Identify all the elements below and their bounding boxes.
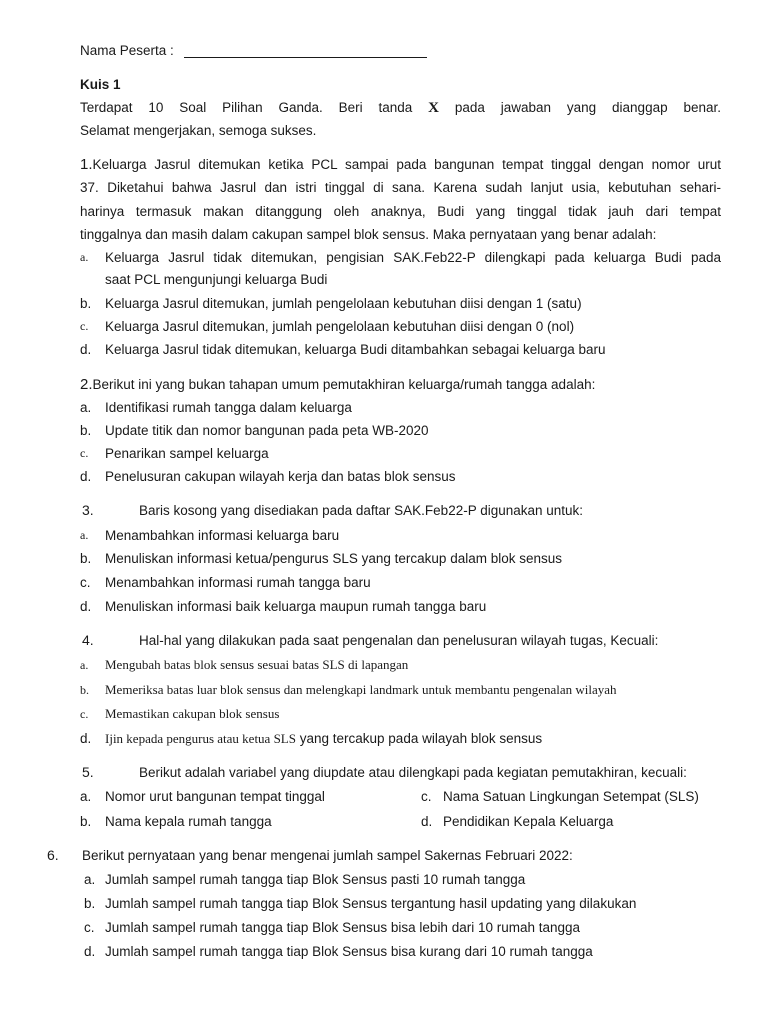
q5-number: 5. [82, 764, 94, 780]
q4-option-b[interactable]: Memeriksa batas luar blok sensus dan melengkapi landmark untuk membantu pengenalan wilayah [105, 682, 617, 697]
q6-option-b[interactable]: Jumlah sampel rumah tangga tiap Blok Sensus tergantung hasil updating yang dilakukan [105, 896, 637, 911]
q6-option-c-letter[interactable]: c. [84, 920, 95, 935]
q4-option-d[interactable] [105, 732, 542, 746]
intro-text-a: Terdapat 10 Soal Pilihan Ganda. Beri tanda [80, 100, 413, 115]
q2-number: 2. [80, 376, 93, 393]
q3-option-a[interactable]: Menambahkan informasi keluarga baru [105, 528, 340, 543]
q6-option-c[interactable]: Jumlah sampel rumah tangga tiap Blok Sensus bisa lebih dari 10 rumah tangga [105, 920, 581, 935]
q2-option-d[interactable]: Penelusuran cakupan wilayah kerja dan batas blok sensus [105, 469, 456, 484]
q5-option-d-letter[interactable]: d. [421, 814, 433, 829]
q6-option-a-letter[interactable]: a. [84, 872, 96, 887]
q5-text: Berikut adalah variabel yang diupdate atau dilengkapi pada kegiatan pemutakhiran, kecuali: [139, 765, 687, 780]
q1-line-3: harinya termasuk makan ditanggung oleh anaknya, Budi yang tinggal tidak jauh dari tempat [80, 204, 721, 219]
q2-option-b-letter[interactable]: b. [80, 423, 92, 438]
q4-option-d-text-a: Ijin kepada pengurus atau ketua SLS [105, 731, 296, 746]
q1-option-a-letter[interactable]: a. [80, 250, 89, 264]
q1-option-d-letter[interactable]: d. [80, 342, 92, 357]
q3-option-b[interactable]: Menuliskan informasi ketua/pengurus SLS yang tercakup dalam blok sensus [105, 551, 563, 566]
q5-option-a-letter[interactable]: a. [80, 789, 92, 804]
intro-x-mark: X [428, 100, 440, 116]
q1-line-1 [80, 157, 721, 172]
q4-option-b-letter[interactable]: b. [80, 683, 89, 697]
q5-option-b-letter[interactable]: b. [80, 814, 92, 829]
q5-option-d[interactable]: Pendidikan Kepala Keluarga [443, 814, 614, 829]
q2-option-c-letter[interactable]: c. [80, 446, 89, 460]
q6-option-b-letter[interactable]: b. [84, 896, 96, 911]
q4-option-d-letter[interactable]: d. [80, 731, 92, 746]
q2-option-d-letter[interactable]: d. [80, 469, 92, 484]
q2-option-a-letter[interactable]: a. [80, 400, 92, 415]
q6-option-d[interactable]: Jumlah sampel rumah tangga tiap Blok Sensus bisa kurang dari 10 rumah tangga [105, 944, 593, 959]
q4-option-d-text-b: yang tercakup pada wilayah blok sensus [299, 731, 543, 746]
q3-option-c-letter[interactable]: c. [80, 575, 91, 590]
q1-line-1-text: Keluarga Jasrul ditemukan ketika PCL sampai pada bangunan tempat tinggal dengan nomor urut [92, 157, 721, 172]
quiz-title: Kuis 1 [80, 77, 121, 92]
q4-option-c-letter[interactable]: c. [80, 707, 89, 721]
q2-text: Berikut ini yang bukan tahapan umum pemutakhiran keluarga/rumah tangga adalah: [92, 377, 596, 392]
q1-option-c-letter[interactable]: c. [80, 319, 89, 333]
q4-number: 4. [82, 632, 94, 648]
intro-text-b: pada jawaban yang dianggap benar. [454, 100, 721, 115]
q3-option-b-letter[interactable]: b. [80, 551, 92, 566]
q6-number: 6. [47, 847, 59, 863]
q6-option-a[interactable]: Jumlah sampel rumah tangga tiap Blok Sensus pasti 10 rumah tangga [105, 872, 526, 887]
q3-text: Baris kosong yang disediakan pada daftar SAK.Feb22-P digunakan untuk: [139, 503, 584, 518]
q5-option-c[interactable]: Nama Satuan Lingkungan Setempat (SLS) [443, 789, 699, 804]
q2-question [80, 377, 595, 392]
q3-option-d[interactable]: Menuliskan informasi baik keluarga maupun rumah tangga baru [105, 599, 487, 614]
quiz-intro-line-2: Selamat mengerjakan, semoga sukses. [80, 123, 317, 138]
q5-option-b[interactable]: Nama kepala rumah tangga [105, 814, 272, 829]
quiz-intro-line-1 [80, 101, 721, 116]
q3-option-d-letter[interactable]: d. [80, 599, 92, 614]
q4-option-a[interactable]: Mengubah batas blok sensus sesuai batas SLS di lapangan [105, 657, 409, 672]
q1-line-2: 37. Diketahui bahwa Jasrul dan istri tinggal di sana. Karena sudah lanjut usia, kebutuhan sehari- [80, 180, 721, 195]
q2-option-a[interactable]: Identifikasi rumah tangga dalam keluarga [105, 400, 352, 415]
q1-number: 1. [80, 156, 93, 173]
participant-name-blank-line [184, 57, 427, 58]
q4-text: Hal-hal yang dilakukan pada saat pengenalan dan penelusuran wilayah tugas, Kecuali: [139, 633, 659, 648]
q1-option-a-line-1[interactable]: Keluarga Jasrul tidak ditemukan, pengisian SAK.Feb22-P dilengkapi pada keluarga Budi pada [105, 250, 721, 265]
q6-option-d-letter[interactable]: d. [84, 944, 96, 959]
q6-text: Berikut pernyataan yang benar mengenai jumlah sampel Sakernas Februari 2022: [82, 848, 573, 863]
q1-line-4: tinggalnya dan masih dalam cakupan sampel blok sensus. Maka pernyataan yang benar adalah: [80, 227, 657, 242]
q2-option-c[interactable]: Penarikan sampel keluarga [105, 446, 269, 461]
q4-option-c[interactable]: Memastikan cakupan blok sensus [105, 706, 280, 721]
q3-number: 3. [82, 502, 94, 518]
q4-option-a-letter[interactable]: a. [80, 658, 89, 672]
participant-name-label: Nama Peserta : [80, 43, 174, 58]
q5-option-c-letter[interactable]: c. [421, 789, 432, 804]
q1-option-d[interactable]: Keluarga Jasrul tidak ditemukan, keluarga Budi ditambahkan sebagai keluarga baru [105, 342, 606, 357]
q1-option-a-line-2[interactable]: saat PCL mengunjungi keluarga Budi [105, 272, 328, 287]
q5-option-a[interactable]: Nomor urut bangunan tempat tinggal [105, 789, 325, 804]
q1-option-b-letter[interactable]: b. [80, 296, 92, 311]
q2-option-b[interactable]: Update titik dan nomor bangunan pada peta WB-2020 [105, 423, 429, 438]
q1-option-b[interactable]: Keluarga Jasrul ditemukan, jumlah pengelolaan kebutuhan diisi dengan 1 (satu) [105, 296, 582, 311]
q1-option-c[interactable]: Keluarga Jasrul ditemukan, jumlah pengelolaan kebutuhan diisi dengan 0 (nol) [105, 319, 575, 334]
q3-option-a-letter[interactable]: a. [80, 528, 89, 542]
q3-option-c[interactable]: Menambahkan informasi rumah tangga baru [105, 575, 371, 590]
